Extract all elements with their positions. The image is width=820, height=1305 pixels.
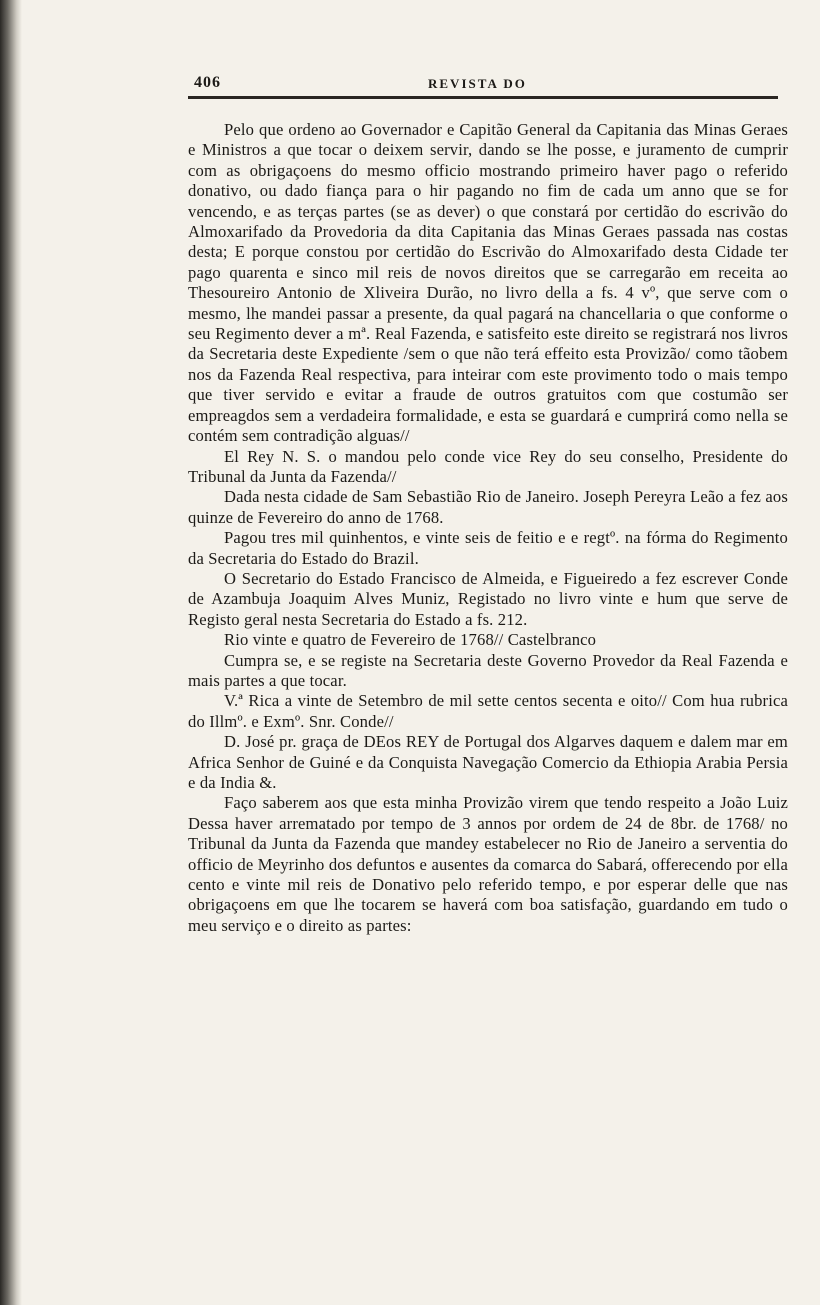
paragraph: Faço saberem aos que esta minha Provizão virem que tendo respeito a João Luiz Dessa haver arrematado por tempo de 3 annos por ordem de 24 de 8br. de 1768/ no Tribunal da Junta da Fazenda que mandey estabelecer no Rio de Janeiro a serventia do officio de Meyrinho dos defuntos e ausentes da comarca do Sabará, offerecendo por ella cento e vinte mil reis de Donativo pelo referido tempo, e por esperar delle que nas obrigaçoens em que lhe tocarem se haverá com boa satisfação, guardando em tudo o meu serviço e o direito as partes: (188, 793, 788, 935)
paragraph: Pelo que ordeno ao Governador e Capitão General da Capitania das Minas Geraes e Ministros a que tocar o deixem servir, dando se lhe posse, e juramento de cumprir com as obrigaçoens do mesmo officio mostrando primeiro haver pago o referido donativo, ou dado fiança para o hir pagando no fim de cada um anno que se for vencendo, e as terças partes (se as dever) o que constará por certidão do escrivão do Almoxarifado da Provedoria da dita Capitania das Minas Geraes passada nas costas desta; E porque constou por certidão do Escrivão do Almoxarifado desta Cidade ter pago quarenta e sinco mil reis de novos direitos que se carregarão em receita ao Thesoureiro Antonio de Xliveira Durão, no livro della a fs. 4 vº, que serve com o mesmo, lhe mandei passar a presente, da qual pagará na chancellaria o que conforme o seu Regimento dever a mª. Real Fazenda, e satisfeito este direito se registrará nos livros da Secretaria deste Expediente /sem o que não terá effeito esta Provizão/ como tãobem nos da Fazenda Real respectiva, para inteirar com este provimento todo o mais tempo que tiver servido e evitar a fraude de outros gratuitos com que costumão ser empreagdos sem a verdadeira formalidade, e esta se guardará e cumprirá como nella se contém sem contradição alguas// (188, 120, 788, 446)
book-binding-shadow (0, 0, 22, 1305)
paragraph: O Secretario do Estado Francisco de Almeida, e Figueiredo a fez escrever Conde de Azambuja Joaquim Alves Muniz, Registado no livro vinte e hum que serve de Registo geral nesta Secretaria do Estado a fs. 212. (188, 568, 788, 629)
paragraph: Rio vinte e quatro de Fevereiro de 1768// Castelbranco (224, 630, 597, 650)
header-rule (188, 96, 778, 99)
paragraph: D. José pr. graça de DEos REY de Portugal dos Algarves daquem e dalem mar em Africa Senhor de Guiné e da Conquista Navegação Comercio da Ethiopia Arabia Persia e da India &. (188, 732, 788, 792)
page (188, 70, 788, 936)
page-header (188, 70, 788, 98)
paragraph: Cumpra se, e se registe na Secretaria deste Governo Provedor da Real Fazenda e mais partes a que tocar. (188, 650, 788, 690)
running-head: REVISTA DO (428, 76, 527, 91)
body-text (188, 120, 788, 936)
paragraph: V.ª Rica a vinte de Setembro de mil sette centos secenta e oito// Com hua rubrica do Illmº. e Exmº. Snr. Conde// (188, 691, 788, 731)
paragraph: El Rey N. S. o mandou pelo conde vice Rey do seu conselho, Presidente do Tribunal da Junta da Fazenda// (188, 446, 788, 486)
paragraph: Pagou tres mil quinhentos, e vinte seis de feitio e e regtº. na fórma do Regimento da Secretaria do Estado do Brazil. (188, 528, 788, 568)
paragraph: Dada nesta cidade de Sam Sebastião Rio de Janeiro. Joseph Pereyra Leão a fez aos quinze de Fevereiro do anno de 1768. (188, 487, 788, 527)
page-number: 406 (194, 74, 221, 91)
